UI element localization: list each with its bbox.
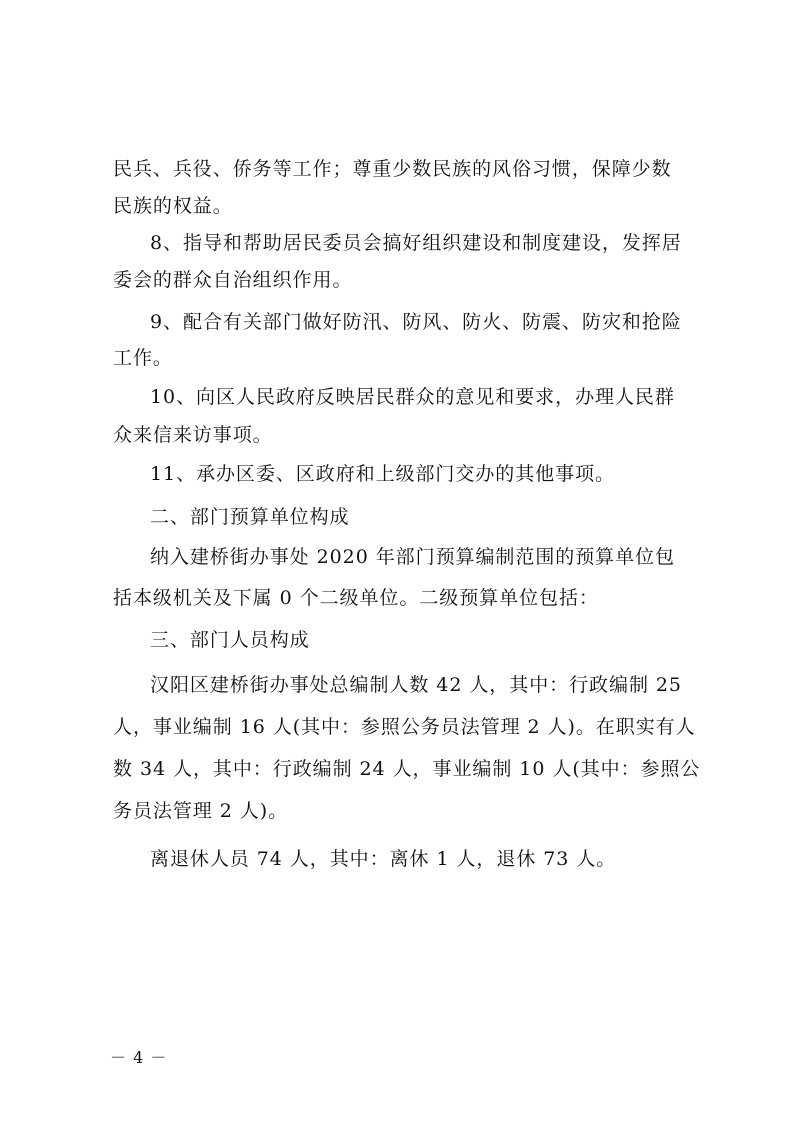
- text-line: 委会的群众自治组织作用。: [113, 269, 353, 291]
- text-line: 人，事业编制 16 人(其中：参照公务员法管理 2 人)。在职实有人: [113, 716, 696, 738]
- text-line: 汉阳区建桥街办事处总编制人数 42 人，其中：行政编制 25: [150, 674, 682, 696]
- text-line: 数 34 人，其中：行政编制 24 人，事业编制 10 人(其中：参照公: [113, 758, 701, 780]
- text-line: 纳入建桥街办事处 2020 年部门预算编制范围的预算单位包: [150, 546, 675, 568]
- section-heading: 二、部门预算单位构成: [150, 506, 350, 528]
- text-line: 务员法管理 2 人)。: [113, 800, 289, 822]
- text-line: 10、向区人民政府反映居民群众的意见和要求，办理人民群: [150, 386, 675, 408]
- text-line: 9、配合有关部门做好防汛、防风、防火、防震、防灾和抢险: [150, 311, 682, 333]
- page-number: － 4 －: [110, 1048, 168, 1067]
- text-line: 民族的权益。: [113, 195, 233, 217]
- text-line: 8、指导和帮助居民委员会搞好组织建设和制度建设，发挥居: [150, 232, 682, 254]
- text-line: 11、承办区委、区政府和上级部门交办的其他事项。: [150, 463, 615, 485]
- text-line: 工作。: [113, 347, 173, 369]
- text-line: 括本级机关及下属 0 个二级单位。二级预算单位包括：: [113, 587, 599, 609]
- text-line: 民兵、兵役、侨务等工作；尊重少数民族的风俗习惯，保障少数: [113, 158, 672, 180]
- section-heading: 三、部门人员构成: [150, 629, 310, 651]
- text-line: 离退休人员 74 人，其中：离休 1 人，退休 73 人。: [150, 848, 617, 870]
- text-line: 众来信来访事项。: [113, 424, 273, 446]
